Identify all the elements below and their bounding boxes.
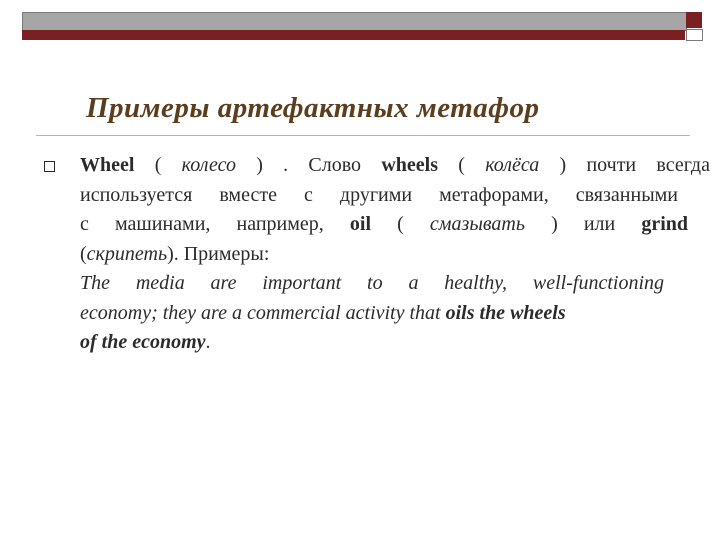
text-fragment: ). Примеры:: [167, 242, 270, 265]
text-fragment: economy; they are a commercial activity that: [80, 301, 446, 324]
paragraph-line-2: используется вместе с другими метафорами, связанными: [80, 183, 678, 206]
text-fragment: ) . Слово: [235, 154, 382, 176]
term-grind: grind: [641, 213, 689, 235]
square-bullet-icon: [44, 161, 55, 172]
corner-decoration-box: [686, 29, 703, 41]
term-oil: oil: [349, 213, 372, 235]
translation-koleso: колесо: [181, 154, 236, 176]
example-line-2: [80, 299, 712, 329]
translation-smazyvat: смазывать: [429, 213, 525, 235]
paragraph-line-3: [80, 210, 688, 240]
text-fragment: ) или: [524, 213, 642, 235]
term-wheel: Wheel: [80, 154, 135, 176]
term-wheels: wheels: [381, 154, 438, 176]
corner-decoration: [686, 12, 702, 28]
text-fragment: (: [134, 154, 182, 176]
paragraph-line-1: [80, 151, 710, 181]
translation-skripet: скрипеть: [86, 242, 168, 265]
text-fragment: (: [80, 242, 87, 265]
bullet-paragraph: [80, 151, 712, 358]
title-divider: [36, 135, 690, 136]
text-fragment: ) почти всегда: [539, 154, 710, 176]
text-fragment: .: [205, 331, 211, 353]
example-line-3: [80, 328, 712, 358]
text-fragment: (: [371, 213, 430, 235]
example-line-1: The media are important to a healthy, well-functioning: [80, 272, 664, 294]
phrase-oils-the-wheels: oils the wheels: [445, 301, 566, 324]
header-bar: [22, 12, 687, 31]
translation-kolesa: колёса: [485, 154, 540, 176]
phrase-of-the-economy: of the economy: [80, 331, 206, 353]
text-fragment: (: [437, 154, 486, 176]
paragraph-line-4: [80, 240, 712, 270]
header-accent-bar: [22, 30, 685, 40]
slide-title: Примеры артефактных метафор: [86, 92, 540, 124]
text-fragment: с машинами, например,: [80, 213, 350, 235]
